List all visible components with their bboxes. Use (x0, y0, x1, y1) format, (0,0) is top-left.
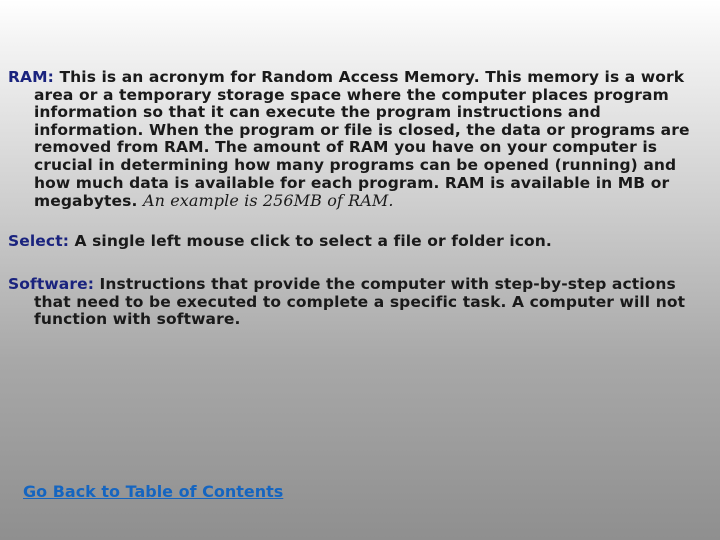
back-to-contents-link[interactable]: Go Back to Table of Contents (23, 482, 284, 501)
glossary-definition: This is an acronym for Random Access Memory. This memory is a work area or a temporary storage space where the computer places program information so that it can execute the program instructions and information. When the program or file is closed, the data or programs are removed from RAM. The amount of RAM you have on your computer is crucial in determining how many programs can be opened (running) and how much data is available for each program. RAM is available in MB or megabytes. (34, 68, 690, 211)
glossary-definition: A single left mouse click to select a file or folder icon. (74, 232, 552, 250)
glossary-definition: Instructions that provide the computer with step-by-step actions that need to be executed to complete a specific task. A computer will not function with software. (34, 275, 686, 329)
glossary-example: An example is 256MB of RAM. (142, 191, 394, 211)
glossary-paragraph (8, 69, 708, 211)
glossary-term: Select: (8, 232, 69, 250)
glossary-term: RAM: (8, 68, 54, 86)
glossary-entry-software (8, 276, 708, 329)
glossary-entry-select (8, 233, 708, 251)
glossary-entry-ram (8, 69, 708, 211)
glossary-paragraph (8, 276, 708, 329)
glossary-term: Software: (8, 275, 94, 293)
glossary-paragraph (8, 233, 708, 251)
